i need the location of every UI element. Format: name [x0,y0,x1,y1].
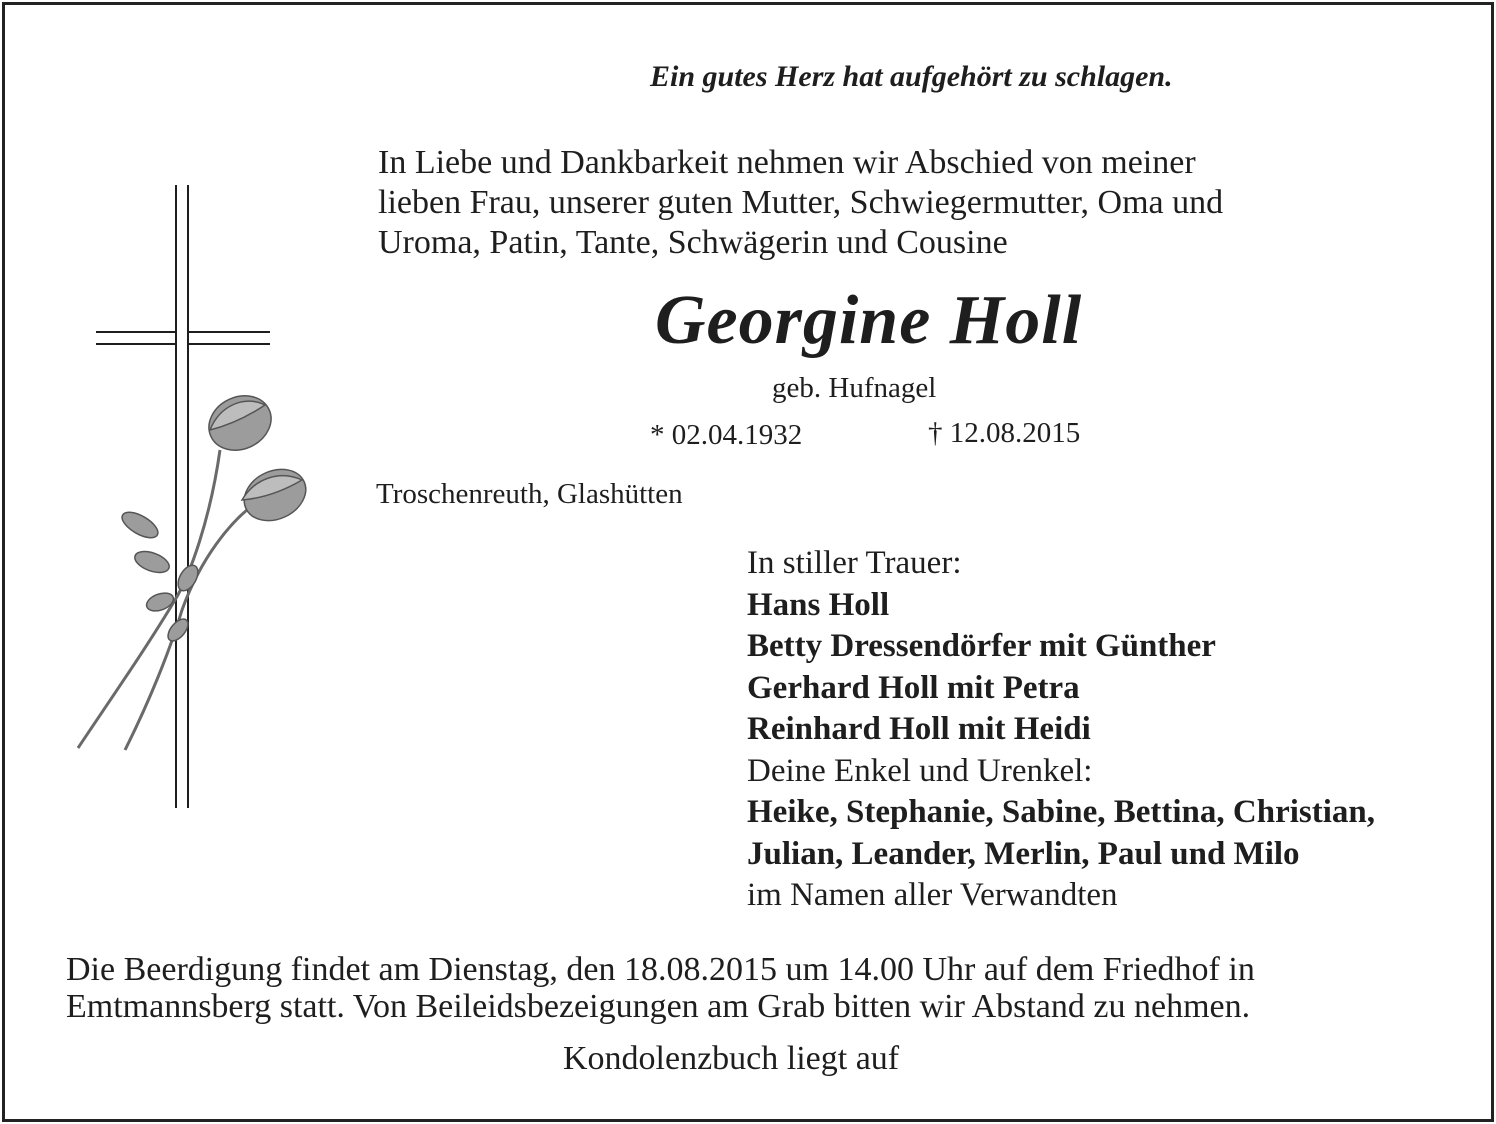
funeral-line: Emtmannsberg statt. Von Beileidsbezeigungen am Grab bitten wir Abstand zu nehmen. [66,988,1251,1025]
birth-date: * 02.04.1932 [650,419,803,451]
rose-icon [78,386,314,750]
mourners-closing: im Namen aller Verwandten [747,877,1118,913]
mourners-block [747,543,1375,917]
farewell-paragraph [378,143,1223,263]
home-place: Troschenreuth, Glashütten [376,478,683,510]
funeral-notice [66,951,1255,1025]
mourner-name: Gerhard Holl mit Petra [747,669,1080,706]
cross-with-roses-illustration [70,180,320,820]
deceased-name: Georgine Holl [655,282,1083,359]
farewell-line: lieben Frau, unserer guten Mutter, Schwiegermutter, Oma und [378,184,1224,221]
farewell-line: In Liebe und Dankbarkeit nehmen wir Abschied von meiner [378,144,1196,181]
mourners-heading: In stiller Trauer: [747,545,962,581]
mourner-name: Betty Dressendörfer mit Günther [747,628,1216,664]
condolence-book-note: Kondolenzbuch liegt auf [563,1040,900,1077]
mourner-name: Hans Holl [747,586,890,623]
death-date: † 12.08.2015 [928,417,1081,449]
funeral-line: Die Beerdigung findet am Dienstag, den 18.08.2015 um 14.00 Uhr auf dem Friedhof in [66,951,1255,988]
grandchildren-heading: Deine Enkel und Urenkel: [747,752,1093,789]
grandchildren-names: Heike, Stephanie, Sabine, Bettina, Christian, [747,794,1375,830]
grandchildren-names: Julian, Leander, Merlin, Paul und Milo [747,835,1300,872]
birth-name: geb. Hufnagel [772,372,937,404]
motto-line: Ein gutes Herz hat aufgehört zu schlagen. [650,60,1173,93]
mourner-name: Reinhard Holl mit Heidi [747,711,1091,747]
farewell-line: Uroma, Patin, Tante, Schwägerin und Cousine [378,224,1008,261]
